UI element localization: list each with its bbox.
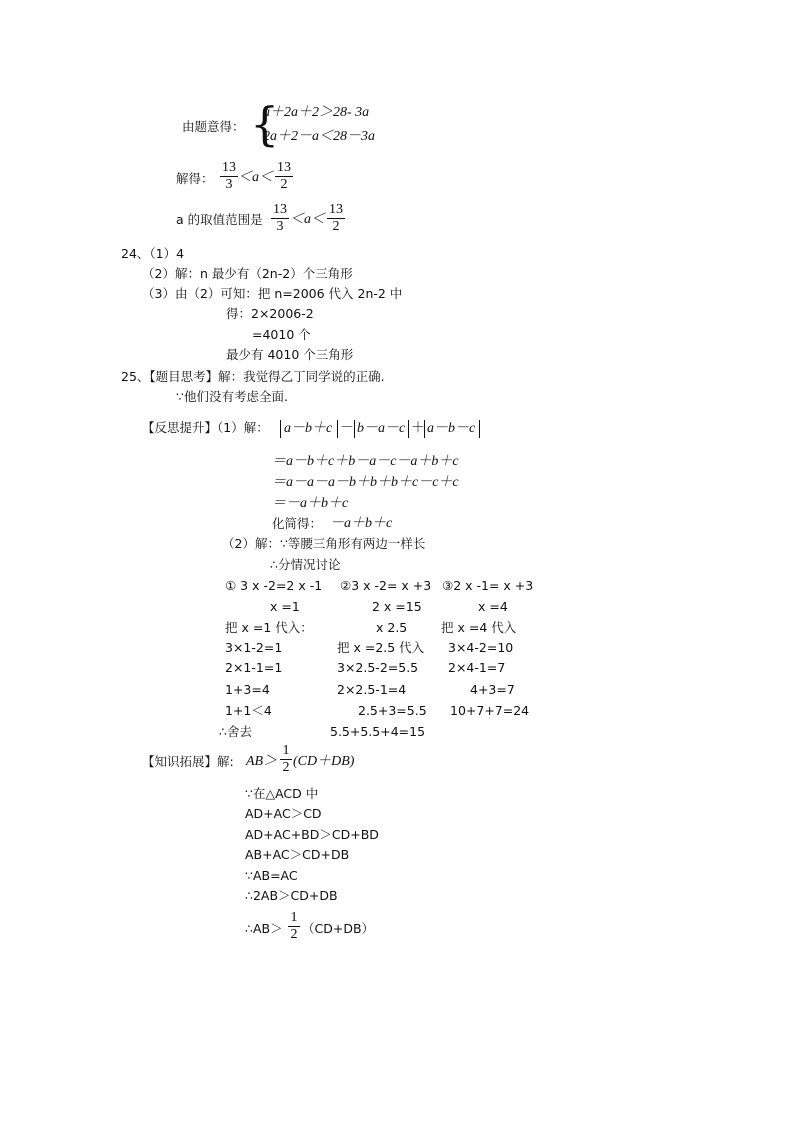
case-2-g: 2.5+3=5.5	[358, 703, 427, 718]
range-label: a 的取值范围是	[176, 212, 263, 227]
fraction-half: 1 2	[280, 743, 292, 776]
system-brace: {	[250, 97, 280, 151]
case-2-c: x 2.5	[376, 620, 408, 635]
part-2: （2）解：∵等腰三角形有两边一样长	[222, 536, 426, 551]
proof-8: （CD+DB）	[302, 921, 375, 936]
case-2-e: 3×2.5-2=5.5	[337, 660, 419, 675]
q24-line-1: 24、（1）4	[121, 246, 185, 261]
step-2: ＝a－a－a－b＋b＋b＋c－c＋c	[272, 475, 459, 490]
abs-bar-6	[479, 420, 480, 438]
q25-line-2: ∵他们没有考虑全面.	[176, 389, 288, 404]
fraction-13-2: 13 2	[277, 160, 291, 192]
proof-3: AD+AC+BD＞CD+BD	[245, 827, 379, 842]
case-1-g: 1+1＜4	[225, 703, 272, 718]
fraction-half-2: 1 2	[288, 910, 300, 943]
system-line-2: 2a＋2－a＜28－3a	[263, 129, 375, 144]
case-1-e: 2×1-1=1	[225, 660, 283, 675]
inequality-a: ＜a＜	[238, 170, 273, 185]
abs-bar-5	[424, 420, 425, 438]
knowledge-label: 【知识拓展】解:	[142, 754, 234, 769]
abs-bar-2	[337, 420, 338, 438]
abs-bar-4	[408, 420, 409, 438]
abs-plus: ＋	[411, 421, 425, 436]
case-2-h: 5.5+5.5+4=15	[330, 724, 426, 739]
case-2-b: 2 x =15	[372, 599, 422, 614]
step-3: ＝－a＋b＋c	[272, 496, 349, 511]
case-1-f: 1+3=4	[225, 682, 270, 697]
knowledge-rest: (CD＋DB)	[293, 754, 355, 769]
fraction-range-13-3: 13 3	[273, 202, 287, 234]
case-1-c: 把 x =1 代入：	[225, 620, 313, 635]
step-4-label: 化简得：	[272, 516, 323, 531]
case-1-d: 3×1-2=1	[225, 640, 283, 655]
proof-4: AB+AC＞CD+DB	[245, 847, 350, 862]
case-3-e: 2×4-1=7	[448, 660, 506, 675]
case-2-d: 把 x =2.5 代入	[337, 640, 425, 655]
abs-minus: －	[340, 421, 354, 436]
fraction-range-13-2: 13 2	[329, 202, 343, 234]
abs-expr-3: a－b－c	[427, 421, 476, 436]
abs-expr-1: a－b＋c	[284, 421, 333, 436]
step-4: －a＋b＋c	[330, 516, 393, 531]
system-line-1: a＋2a＋2＞28- 3a	[263, 105, 370, 120]
knowledge-ab: AB＞	[246, 754, 278, 769]
solve-label: 解得：	[176, 171, 214, 186]
q25-line-1: 25、【题目思考】解：我觉得乙丁同学说的正确.	[121, 369, 385, 384]
proof-7: ∴AB＞	[245, 921, 283, 936]
case-3-c: 把 x =4 代入	[441, 620, 517, 635]
abs-bar-1	[280, 420, 281, 438]
q24-line-3: （3）由（2）可知：把 n=2006 代入 2n-2 中	[142, 286, 403, 301]
part-2b: ∴分情况讨论	[270, 557, 341, 572]
proof-5: ∵AB=AC	[245, 868, 298, 883]
fraction-13-3: 13 3	[222, 160, 236, 192]
reflect-label: 【反思提升】（1）解：	[142, 420, 269, 435]
abs-expr-2: b－a－c	[357, 421, 406, 436]
proof-2: AD+AC＞CD	[245, 806, 322, 821]
step-1: ＝a－b＋c＋b－a－c－a＋b＋c	[272, 454, 459, 469]
q24-line-5: =4010 个	[252, 327, 311, 342]
case-3-f: 4+3=7	[470, 682, 515, 697]
q24-line-6: 最少有 4010 个三角形	[226, 347, 354, 362]
case-1-a: ① 3 x -2=2 x -1	[225, 578, 323, 593]
q24-line-2: （2）解：n 最少有（2n-2）个三角形	[142, 266, 353, 281]
case-3-a: ③2 x -1= x +3	[442, 578, 534, 593]
q24-line-4: 得：2×2006-2	[226, 306, 314, 321]
inequality-range-a: ＜a＜	[290, 212, 325, 227]
case-1-h: ∴舍去	[219, 724, 252, 739]
proof-1: ∵在△ACD 中	[245, 786, 319, 801]
proof-6: ∴2AB＞CD+DB	[245, 888, 338, 903]
q23-by-title: 由题意得：	[182, 119, 245, 134]
case-3-g: 10+7+7=24	[450, 703, 530, 718]
case-3-d: 3×4-2=10	[448, 640, 514, 655]
case-2-f: 2×2.5-1=4	[337, 682, 407, 697]
case-1-b: x =1	[270, 599, 300, 614]
abs-bar-3	[354, 420, 355, 438]
case-3-b: x =4	[478, 599, 508, 614]
case-2-a: ②3 x -2= x +3	[340, 578, 432, 593]
